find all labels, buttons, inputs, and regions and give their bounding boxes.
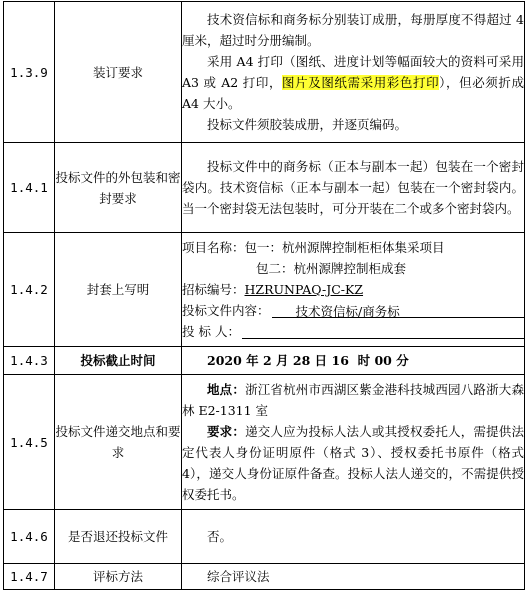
row-content [182,2,525,143]
row-number: 1.4.3 [4,347,55,375]
address-paragraph: 地点：浙江省杭州市西湖区紫金港科技城西园八路浙大森林 E2-1311 室 [182,382,524,418]
row-content [182,564,525,590]
row-number: 1.4.5 [4,375,55,510]
row-number: 1.3.9 [4,2,55,143]
bid-requirements-table [3,1,525,590]
answer-value: 否。 [207,529,233,544]
row-item-label: 封套上写明 [55,233,182,347]
row-number: 1.4.6 [4,510,55,564]
row-item-label: 投标文件的外包装和密封要求 [55,143,182,233]
row-content [182,347,525,375]
table-row [4,347,525,375]
row-number: 1.4.7 [4,564,55,590]
table-row [4,2,525,143]
row-content [182,143,525,233]
row-content [182,233,525,347]
paragraph: 技术资信标和商务标分别装订成册，每册厚度不得超过 4 厘米，超过时分册编制。 [182,12,524,48]
row-item-label: 装订要求 [55,2,182,143]
table-row [4,564,525,590]
paragraph: 投标文件中的商务标（正本与副本一起）包装在一个密封袋内。技术资信标（正本与副本一起）包装在一个密封袋内。当一个密封袋无法包装时，可分开装在二个或多个密封袋内。 [182,159,524,216]
doc-content-line: 投标文件内容： 技术资信标/商务标 [182,300,524,321]
tender-code: HZRUNPAQ-JC-KZ [244,282,364,297]
row-item-label: 投标文件递交地点和要求 [55,375,182,510]
row-number: 1.4.1 [4,143,55,233]
answer-value: 综合评议法 [207,569,270,584]
row-number: 1.4.2 [4,233,55,347]
project-name-line-2: 包二：杭州源牌控制柜成套 [256,261,407,276]
bidder-line: 投 标 人： [182,321,524,342]
table-row [4,233,525,347]
table-row [4,143,525,233]
paragraph: 投标文件须胶装成册，并逐页编码。 [207,117,408,132]
paragraph: 采用 A4 打印（图纸、进度计划等幅面较大的资料可采用 A3 或 A2 打印，图片及图纸需采用彩色打印），但必须折成 A4 大小。 [182,54,524,111]
row-content [182,510,525,564]
requirement-paragraph: 要求：递交人应为投标人法人或其授权委托人，需提供法定代表人身份证明原件（格式 3）、授权委托书原件（格式 4），递交人身份证原件备查。投标人法人递交的，不需提供授权委托书。 [182,424,524,502]
deadline-value: 2020 年 2 月 28 日 16 时 00 分 [207,353,409,368]
row-content [182,375,525,510]
table-row [4,510,525,564]
project-name-line: 项目名称：包一：杭州源牌控制柜柜体集采项目 [182,240,445,255]
table-row [4,375,525,510]
row-item-label: 评标方法 [55,564,182,590]
row-item-label: 是否退还投标文件 [55,510,182,564]
highlighted-text: 图片及图纸需采用彩色打印 [282,75,440,90]
row-item-label: 投标截止时间 [55,347,182,375]
tender-code-line: 招标编号：HZRUNPAQ-JC-KZ [182,282,364,297]
